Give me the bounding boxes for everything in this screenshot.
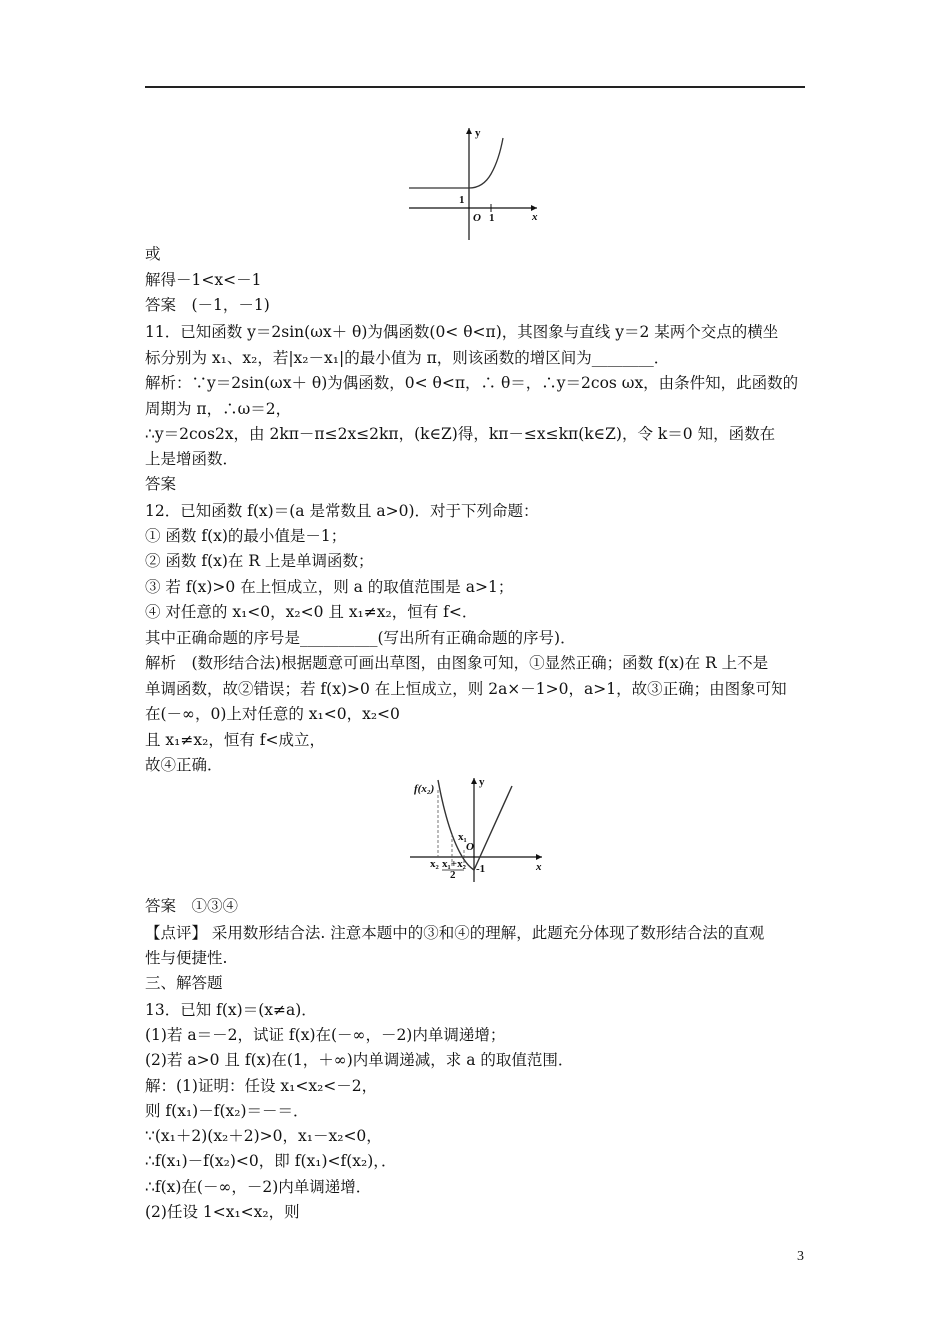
text-line: ∵(x₁＋2)(x₂＋2)>0，x₁－x₂<0， [145,1127,382,1145]
text-line: 上是增函数． [145,450,239,468]
origin-label: O [466,841,474,853]
fx2-label: f(x₂) [414,783,435,795]
x1-label: x₁ [458,831,467,843]
text-line: 答案 ①③④ [145,897,239,915]
tick-label-x-one: 1 [489,212,495,224]
midpoint-numerator-label: x₁+x₂ [442,858,466,870]
text-line: 在(－∞，0)上对任意的 x₁<0，x₂<0 [145,705,400,723]
text-line: ② 函数 f(x)在 R 上是单调函数； [145,552,374,570]
text-line: 性与便捷性. [145,949,228,967]
text-line: ∴f(x₁)－f(x₂)<0，即 f(x₁)<f(x₂)，． [145,1152,397,1170]
x2-label: x₂ [430,858,439,870]
text-line: 答案 [145,475,177,493]
text-line: 解得－1<x<－1 [145,271,262,289]
problem-12-line: 12．已知函数 f(x)＝(a 是常数且 a>0)．对于下列命题： [145,502,539,520]
x-axis-label: x [536,861,542,873]
text-line: (2)任设 1<x₁<x₂，则 [145,1203,300,1221]
text-line: 单调函数，故②错误；若 f(x)>0 在上恒成立，则 2a×－1>0，a>1，故③正确；由图象可知 [145,680,787,698]
problem-11-line-1: 11．已知函数 y＝2sin(ωx＋ θ)为偶函数(0< θ<π)，其图象与直线 y＝2 某两个交点的横坐 [145,323,779,341]
page-number: 3 [797,1249,804,1264]
x-axis-label: x [532,211,538,223]
text-line: 解：(1)证明：任设 x₁<x₂<－2， [145,1077,378,1095]
text-line: (2)若 a>0 且 f(x)在(1，＋∞)内单调递减，求 a 的取值范围． [145,1051,574,1069]
text-line: ∴f(x)在(－∞，－2)内单调递增． [145,1178,372,1196]
figure-exp-graph [405,124,545,242]
text-line: 周期为 π，∴ω＝2， [145,400,292,418]
text-line: 其中正确命题的序号是__________(写出所有正确命题的序号)． [145,629,576,647]
text-line: 解析 (数形结合法)根据题意可画出草图，由图象可知，①显然正确；函数 f(x)在 R 上不是 [145,654,769,672]
minus-one-label: -1 [476,863,486,875]
tick-label-y-one: 1 [459,194,465,206]
text-line: 解析：∵y＝2sin(ωx＋ θ)为偶函数，0< θ<π，∴ θ＝，∴y＝2cos ωx，由条件知，此函数的 [145,374,799,392]
text-line: (1)若 a＝－2，试证 f(x)在(－∞，－2)内单调递增； [145,1026,506,1044]
text-line: ∴y＝2cos2x，由 2kπ－π≤2x≤2kπ，(k∈Z)得，kπ－≤x≤kπ(k∈Z)，令 k＝0 知，函数在 [145,425,776,443]
text-line: 故④正确． [145,756,223,774]
header-rule [145,86,805,88]
midpoint-denominator-label: 2 [450,869,456,881]
text-line: 答案 (－1，－1) [145,296,270,314]
text-line: 或 [145,245,161,263]
text-line: ③ 若 f(x)>0 在上恒成立，则 a 的取值范围是 a>1； [145,578,514,596]
text-line: 【点评】 采用数形结合法. 注意本题中的③和④的理解，此题充分体现了数形结合法的直观 [145,924,765,942]
problem-13-line: 13．已知 f(x)＝(x≠a)． [145,1001,317,1019]
problem-11-line-2: 标分别为 x₁、x₂，若|x₂－x₁|的最小值为 π，则该函数的增区间为________． [145,349,670,367]
text-line: 且 x₁≠x₂，恒有 f<成立， [145,731,325,749]
y-axis-label: y [475,127,481,139]
text-line: 则 f(x₁)－f(x₂)＝－＝． [145,1102,309,1120]
y-axis-label: y [479,776,485,788]
figure-piecewise-graph [408,774,548,884]
text-line: ④ 对任意的 x₁<0，x₂<0 且 x₁≠x₂，恒有 f<． [145,603,478,621]
section-heading: 三、解答题 [145,974,223,992]
origin-label: O [473,212,481,224]
text-line: ① 函数 f(x)的最小值是－1； [145,527,347,545]
